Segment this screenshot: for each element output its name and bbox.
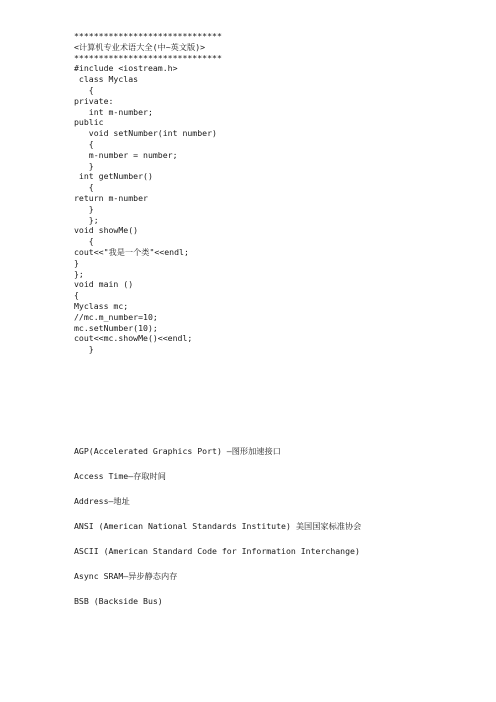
glossary-entry: BSB (Backside Bus) xyxy=(74,595,163,606)
code-line: <计算机专业术语大全(中~英文版)> xyxy=(74,41,206,52)
code-line: { xyxy=(74,84,94,95)
code-line: }; xyxy=(74,214,99,225)
glossary-entry: Access Time—存取时间 xyxy=(74,470,166,481)
code-line: { xyxy=(74,236,94,247)
code-line: } xyxy=(74,257,79,268)
glossary-list xyxy=(74,446,484,621)
code-line: int getNumber() xyxy=(74,171,153,182)
code-line: ****************************** xyxy=(74,31,222,41)
code-line: void setNumber(int number) xyxy=(74,128,217,139)
code-line: //mc.m_number=10; xyxy=(74,311,158,322)
code-line: { xyxy=(74,290,79,301)
code-line: cout<<"我是一个类"<<endl; xyxy=(74,246,189,257)
glossary-entry: AGP(Accelerated Graphics Port) —图形加速接口 xyxy=(74,446,281,456)
code-line: return m-number xyxy=(74,192,148,203)
code-line: } xyxy=(74,344,94,355)
glossary-entry: Async SRAM—异步静态内存 xyxy=(74,570,178,581)
code-line: ****************************** xyxy=(74,52,222,63)
code-line: class Myclas xyxy=(74,74,139,85)
code-line: }; xyxy=(74,268,84,279)
code-line: void showMe() xyxy=(74,225,139,236)
glossary-entry: ANSI (American National Standards Institute) 美国国家标准协会 xyxy=(74,520,362,531)
code-listing xyxy=(74,31,474,355)
code-line: } xyxy=(74,203,94,214)
code-line: { xyxy=(74,138,94,149)
code-line: cout<<mc.showMe()<<endl; xyxy=(74,333,193,344)
code-line: mc.setNumber(10); xyxy=(74,322,158,333)
code-line: #include <iostream.h> xyxy=(74,63,178,74)
code-line: int m-number; xyxy=(74,106,153,117)
glossary-entry: Address—地址 xyxy=(74,495,130,506)
code-line: void main () xyxy=(74,279,134,290)
code-line: private: xyxy=(74,95,114,106)
glossary-entry: ASCII (American Standard Code for Information Interchange) xyxy=(74,545,360,556)
code-line: { xyxy=(74,182,94,193)
code-line: } xyxy=(74,160,94,171)
code-line: m-number = number; xyxy=(74,149,178,160)
code-line: Myclass mc; xyxy=(74,300,129,311)
code-line: public xyxy=(74,117,104,128)
